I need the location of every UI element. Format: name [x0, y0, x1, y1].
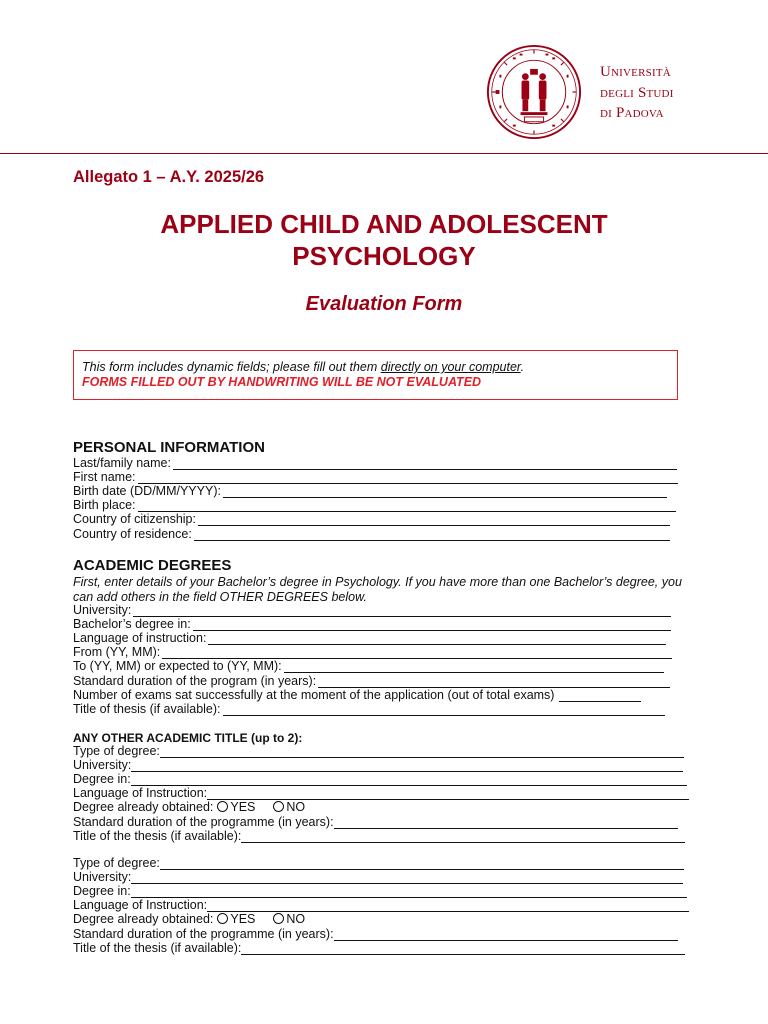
field-label: Standard duration of the programme (in years): [73, 926, 334, 941]
field-label: Title of thesis (if available): [73, 701, 221, 716]
degree-in-field[interactable] [73, 772, 689, 786]
input-line[interactable] [207, 900, 689, 912]
academic-degrees-fields [73, 603, 672, 716]
personal-information-heading: PERSONAL INFORMATION [73, 439, 265, 456]
input-line[interactable] [193, 619, 671, 631]
field-label: Type of degree: [73, 856, 160, 871]
degree-obtained-field [73, 912, 689, 926]
to-date-field[interactable] [73, 659, 672, 673]
thesis-title-field[interactable] [73, 941, 689, 955]
other-degree-2 [73, 856, 689, 955]
input-line[interactable] [208, 633, 666, 645]
language-of-instruction-field[interactable] [73, 631, 672, 645]
input-line[interactable] [559, 690, 641, 702]
input-line[interactable] [241, 943, 685, 955]
personal-information-fields [73, 456, 678, 541]
no-label: NO [286, 912, 306, 927]
field-label: Birth date (DD/MM/YYYY): [73, 484, 221, 499]
language-of-instruction-field[interactable] [73, 786, 689, 800]
notice-emphasis: directly on your computer [380, 360, 521, 374]
notice-box [73, 350, 678, 400]
field-label: Bachelor’s degree in: [73, 617, 191, 632]
yes-option[interactable] [213, 912, 255, 926]
no-option[interactable] [269, 912, 305, 926]
thesis-title-field[interactable] [73, 829, 689, 843]
language-of-instruction-field[interactable] [73, 898, 689, 912]
field-label: First name: [73, 470, 136, 485]
page-title-line-2: PSYCHOLOGY [292, 241, 476, 271]
no-label: NO [286, 800, 306, 815]
yes-option[interactable] [213, 800, 255, 814]
field-label: Degree already obtained: [73, 800, 214, 815]
field-label: Last/family name: [73, 456, 171, 471]
field-label: Standard duration of the program (in years): [73, 673, 317, 688]
input-line[interactable] [131, 760, 683, 772]
birth-place-field[interactable] [73, 498, 678, 512]
field-label: Type of degree: [73, 744, 160, 759]
field-label: University: [73, 758, 132, 773]
university-field[interactable] [73, 758, 689, 772]
input-line[interactable] [334, 817, 678, 829]
allegato-label: Allegato 1 – A.Y. 2025/26 [73, 168, 265, 186]
input-line[interactable] [284, 661, 664, 673]
input-line[interactable] [223, 704, 665, 716]
standard-duration-field[interactable] [73, 814, 689, 828]
input-line[interactable] [160, 746, 684, 758]
from-date-field[interactable] [73, 645, 672, 659]
no-radio[interactable] [273, 801, 284, 812]
field-label: Standard duration of the programme (in years): [73, 814, 334, 829]
field-label: Title of the thesis (if available): [73, 828, 242, 843]
degree-obtained-field [73, 800, 689, 814]
input-line[interactable] [162, 647, 672, 659]
input-line[interactable] [223, 486, 667, 498]
academic-degrees-note: First, enter details of your Bachelor’s degree in Psychology. If you have more than one Bachelor’s degree, you can add others in the field OTHER DEGREES below. [73, 575, 682, 604]
yes-label: YES [230, 912, 256, 927]
university-field[interactable] [73, 870, 689, 884]
input-line[interactable] [131, 886, 687, 898]
notice-end: . [520, 360, 525, 374]
university-line-2: degli Studi [600, 84, 674, 101]
other-degree-1 [73, 744, 689, 843]
field-label: University: [73, 870, 132, 885]
field-label: Language of instruction: [73, 631, 207, 646]
country-of-residence-field[interactable] [73, 526, 678, 540]
notice-line [82, 360, 677, 375]
exams-count-field[interactable] [73, 688, 672, 702]
field-label: Number of exams sat successfully at the moment of the application (out of total exams) [73, 687, 555, 702]
university-field[interactable] [73, 603, 672, 617]
input-line[interactable] [194, 529, 670, 541]
no-option[interactable] [269, 800, 305, 814]
country-of-citizenship-field[interactable] [73, 512, 678, 526]
university-line-3: di Padova [600, 105, 664, 121]
field-label: Country of residence: [73, 526, 192, 541]
field-label: University: [73, 603, 132, 618]
academic-degrees-heading: ACADEMIC DEGREES [73, 557, 232, 574]
no-radio[interactable] [273, 913, 284, 924]
yes-radio[interactable] [217, 801, 228, 812]
input-line[interactable] [318, 676, 670, 688]
input-line[interactable] [173, 458, 677, 470]
input-line[interactable] [133, 605, 671, 617]
university-name [600, 62, 674, 124]
input-line[interactable] [334, 929, 678, 941]
page-subtitle: Evaluation Form [305, 293, 463, 315]
birth-date-field[interactable] [73, 484, 678, 498]
type-of-degree-field[interactable] [73, 744, 689, 758]
first-name-field[interactable] [73, 470, 678, 484]
field-label: To (YY, MM) or expected to (YY, MM): [73, 659, 282, 674]
input-line[interactable] [138, 500, 676, 512]
input-line[interactable] [138, 472, 678, 484]
input-line[interactable] [131, 774, 687, 786]
input-line[interactable] [160, 858, 684, 870]
input-line[interactable] [131, 872, 683, 884]
input-line[interactable] [241, 831, 685, 843]
standard-duration-field[interactable] [73, 673, 672, 687]
field-label: Title of the thesis (if available): [73, 940, 242, 955]
input-line[interactable] [207, 788, 689, 800]
degree-in-field[interactable] [73, 884, 689, 898]
yes-radio[interactable] [217, 913, 228, 924]
field-label: Language of Instruction: [73, 786, 208, 801]
field-label: Country of citizenship: [73, 512, 196, 527]
page-title [0, 208, 768, 272]
field-label: Degree in: [73, 772, 131, 787]
field-label: Birth place: [73, 498, 136, 513]
page-title-line-1: APPLIED CHILD AND ADOLESCENT [160, 209, 608, 239]
last-name-field[interactable] [73, 456, 678, 470]
other-academic-title-heading: ANY OTHER ACADEMIC TITLE (up to 2): [73, 731, 303, 745]
handwriting-warning: FORMS FILLED OUT BY HANDWRITING WILL BE NOT EVALUATED [82, 375, 482, 389]
field-label: From (YY, MM): [73, 645, 161, 660]
field-label: Degree already obtained: [73, 912, 214, 927]
header [0, 0, 768, 155]
type-of-degree-field[interactable] [73, 856, 689, 870]
field-label: Degree in: [73, 884, 131, 899]
notice-text: This form includes dynamic fields; please fill out them [82, 360, 381, 374]
yes-label: YES [230, 800, 256, 815]
university-line-1: Università [600, 64, 671, 80]
input-line[interactable] [198, 514, 670, 526]
bachelors-degree-field[interactable] [73, 617, 672, 631]
thesis-title-field[interactable] [73, 702, 672, 716]
university-seal-logo [486, 44, 582, 140]
field-label: Language of Instruction: [73, 898, 208, 913]
header-divider [0, 153, 768, 154]
standard-duration-field[interactable] [73, 926, 689, 940]
